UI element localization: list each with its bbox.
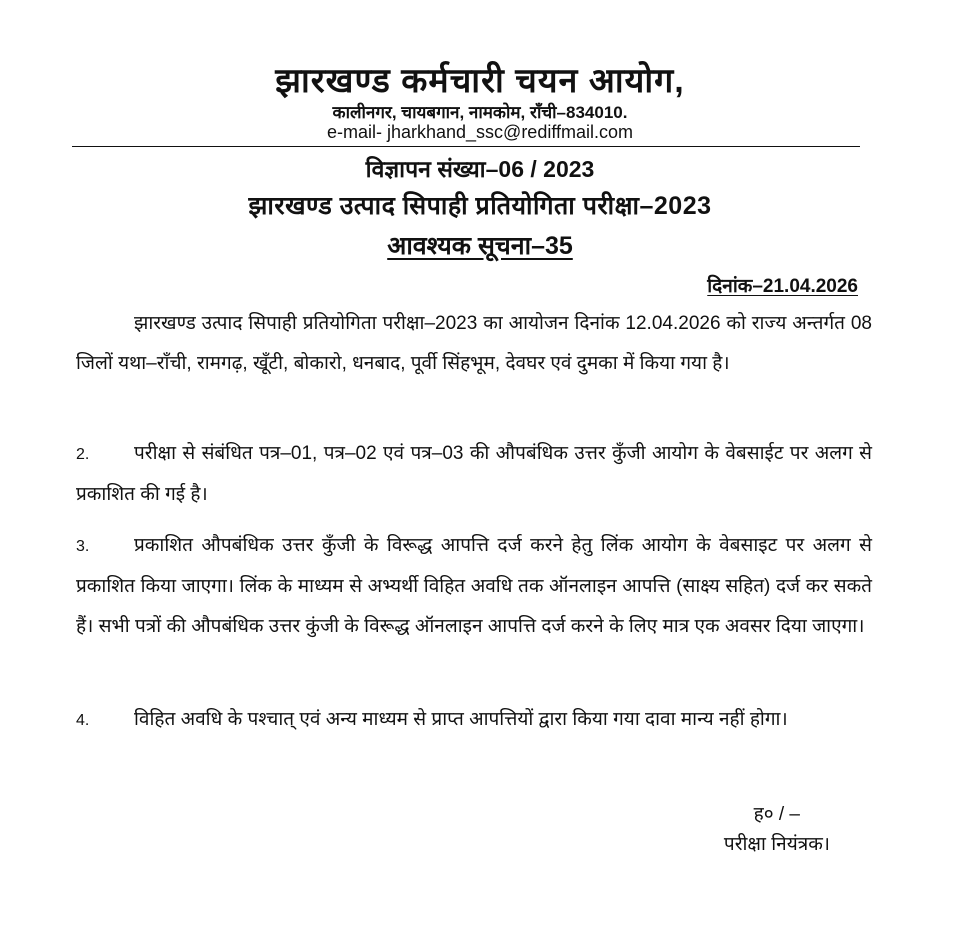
paragraph-1 bbox=[76, 304, 872, 384]
exam-title: झारखण्ड उत्पाद सिपाही प्रतियोगिता परीक्षा–2023 bbox=[248, 192, 712, 220]
organization-email: e-mail- jharkhand_ssc@rediffmail.com bbox=[326, 122, 634, 142]
advertisement-number: विज्ञापन संख्या–06 / 2023 bbox=[365, 156, 595, 182]
organization-name: झारखण्ड कर्मचारी चयन आयोग, bbox=[275, 62, 685, 100]
paragraph-2 bbox=[76, 434, 872, 515]
paragraph-number: 2. bbox=[76, 446, 90, 463]
paragraph-text: प्रकाशित औपबंधिक उत्तर कुँजी के विरूद्ध आपत्ति दर्ज करने हेतु लिंक आयोग के वेबसाइट पर अलग से प्रकाशित किया जाएगा। लिंक के माध्यम से अभ्यर्थी विहित अवधि तक ऑनलाइन आपत्ति (साक्ष्य सहित) दर्ज कर सकते हैं। सभी पत्रों की औपबंधिक उत्तर कुंजी के विरूद्ध ऑनलाइन आपत्ति दर्ज करने के लिए मात्र एक अवसर दिया जाएगा। bbox=[76, 535, 872, 637]
header-divider bbox=[72, 146, 860, 147]
paragraph-4 bbox=[76, 700, 872, 741]
organization-address: कालीनगर, चायबगान, नामकोम, राँची–834010. bbox=[332, 103, 628, 122]
paragraph-3 bbox=[76, 526, 872, 647]
signatory-designation: परीक्षा नियंत्रक। bbox=[723, 834, 830, 855]
notice-title-wrap bbox=[0, 228, 960, 262]
notice-date: दिनांक–21.04.2026 bbox=[707, 276, 858, 297]
paragraph-number: 4. bbox=[76, 712, 90, 729]
signature-block bbox=[724, 800, 830, 860]
paragraph-text: परीक्षा से संबंधित पत्र–01, पत्र–02 एवं पत्र–03 की औपबंधिक उत्तर कुँजी आयोग के वेबसाईट पर अलग से प्रकाशित की गई है। bbox=[76, 443, 872, 505]
paragraph-number: 3. bbox=[76, 538, 90, 555]
paragraph-text: झारखण्ड उत्पाद सिपाही प्रतियोगिता परीक्षा–2023 का आयोजन दिनांक 12.04.2026 को राज्य अन्तर्गत 08 जिलों यथा–राँची, रामगढ़, खूँटी, बोकारो, धनबाद, पूर्वी सिंहभूम, देवघर एवं दुमका में किया गया है। bbox=[76, 313, 872, 374]
paragraph-text: विहित अवधि के पश्चात् एवं अन्य माध्यम से प्राप्त आपत्तियों द्वारा किया गया दावा मान्य नहीं होगा। bbox=[134, 709, 788, 730]
notice-title: आवश्यक सूचना–35 bbox=[387, 232, 573, 260]
signature-mark: ह० / – bbox=[753, 804, 800, 825]
